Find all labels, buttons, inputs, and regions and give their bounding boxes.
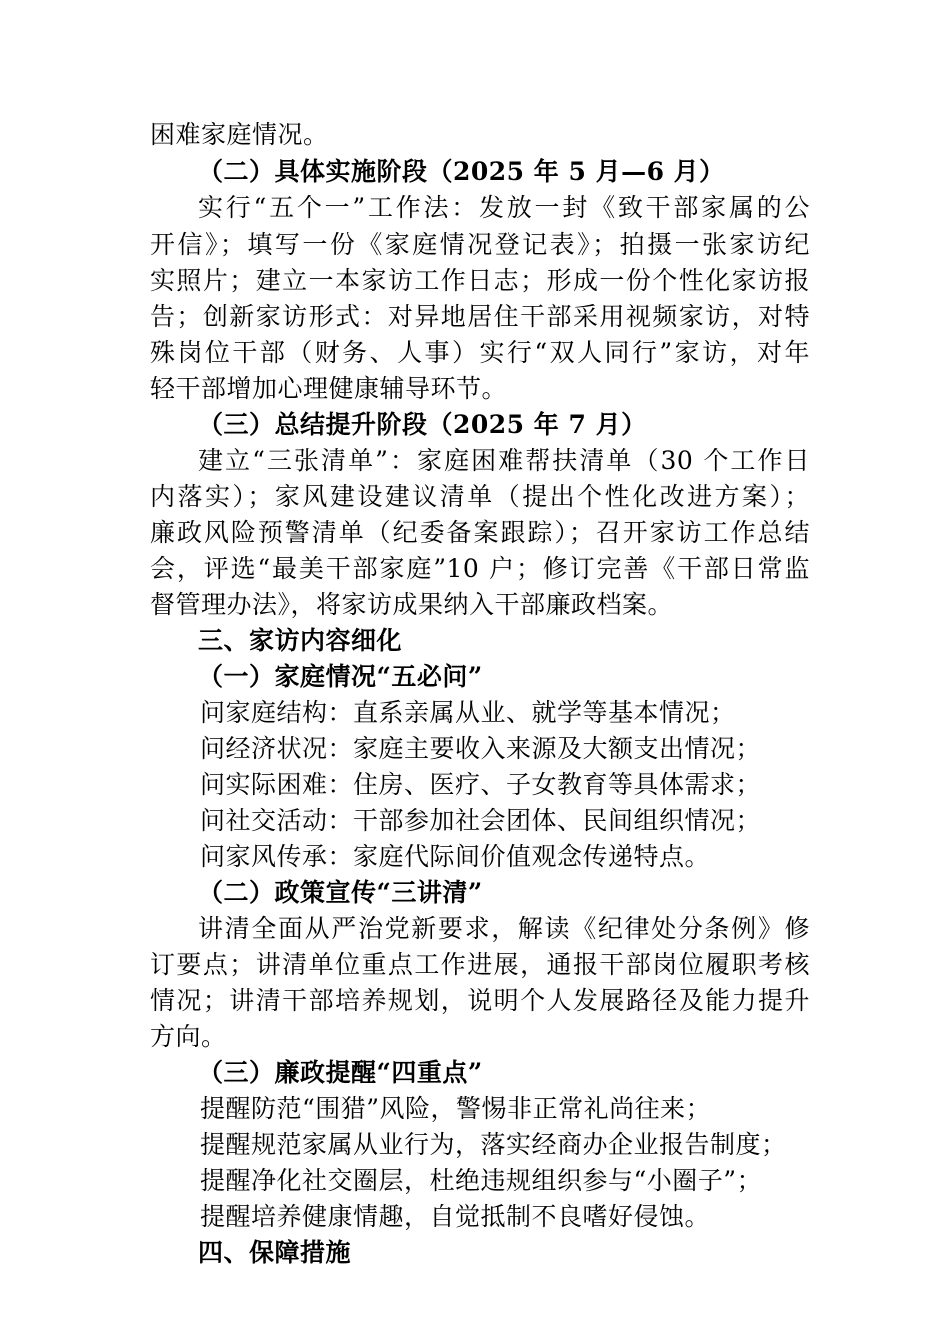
paragraph-line: 轻干部增加心理健康辅导环节。 xyxy=(150,374,508,403)
paragraph-line: 殊岗位干部（财务、人事）实行“双人同行”家访，对年 xyxy=(150,338,810,367)
subheading-implementation-stage: （二）具体实施阶段（2025 年 5 月—6 月） xyxy=(198,157,725,186)
list-item: 问家庭结构：直系亲属从业、就学等基本情况； xyxy=(200,698,736,727)
paragraph-line: 情况；讲清干部培养规划，说明个人发展路径及能力提升 xyxy=(150,986,810,1015)
list-item: 提醒净化社交圈层，杜绝违规组织参与“小圈子”； xyxy=(200,1166,763,1195)
subheading-summary-stage: （三）总结提升阶段（2025 年 7 月） xyxy=(198,410,647,439)
paragraph-line: 实照片；建立一本家访工作日志；形成一份个性化家访报 xyxy=(150,266,810,295)
paragraph-continuation: 困难家庭情况。 xyxy=(150,120,329,149)
list-item: 提醒规范家属从业行为，落实经商办企业报告制度； xyxy=(200,1130,787,1159)
paragraph-line: 内落实）；家风建设建议清单（提出个性化改进方案）； xyxy=(150,482,810,511)
list-item: 问社交活动：干部参加社会团体、民间组织情况； xyxy=(200,806,762,835)
paragraph-line: 督管理办法》，将家访成果纳入干部廉政档案。 xyxy=(150,590,674,619)
paragraph-line: 实行“五个一”工作法：发放一封《致干部家属的公 xyxy=(198,193,810,222)
section-heading-safeguards: 四、保障措施 xyxy=(198,1238,352,1267)
paragraph-line: 方向。 xyxy=(150,1022,227,1051)
list-item: 提醒培养健康情趣，自觉抵制不良嗜好侵蚀。 xyxy=(200,1202,711,1231)
paragraph-line: 讲清全面从严治党新要求，解读《纪律处分条例》修 xyxy=(198,914,810,943)
subheading-family-situation: （一）家庭情况“五必问” xyxy=(198,662,483,691)
paragraph-line: 廉政风险预警清单（纪委备案跟踪）；召开家访工作总结 xyxy=(150,518,810,547)
paragraph-line: 建立“三张清单”：家庭困难帮扶清单（30 个工作日 xyxy=(198,446,810,475)
paragraph-line: 会，评选“最美干部家庭”10 户；修订完善《干部日常监 xyxy=(150,554,810,583)
subheading-integrity-reminder: （三）廉政提醒“四重点” xyxy=(198,1058,483,1087)
subheading-policy-promotion: （二）政策宣传“三讲清” xyxy=(198,878,483,907)
paragraph-line: 告；创新家访形式：对异地居住干部采用视频家访，对特 xyxy=(150,302,810,331)
list-item: 提醒防范“围猎”风险，警惕非正常礼尚往来； xyxy=(200,1094,712,1123)
paragraph-line: 订要点；讲清单位重点工作进展，通报干部岗位履职考核 xyxy=(150,950,810,979)
list-item: 问家风传承：家庭代际间价值观念传递特点。 xyxy=(200,842,711,871)
paragraph-line: 开信》；填写一份《家庭情况登记表》；拍摄一张家访纪 xyxy=(150,230,810,259)
list-item: 问实际困难：住房、医疗、子女教育等具体需求； xyxy=(200,770,762,799)
section-heading-visit-content: 三、家访内容细化 xyxy=(198,626,403,655)
list-item: 问经济状况：家庭主要收入来源及大额支出情况； xyxy=(200,734,762,763)
